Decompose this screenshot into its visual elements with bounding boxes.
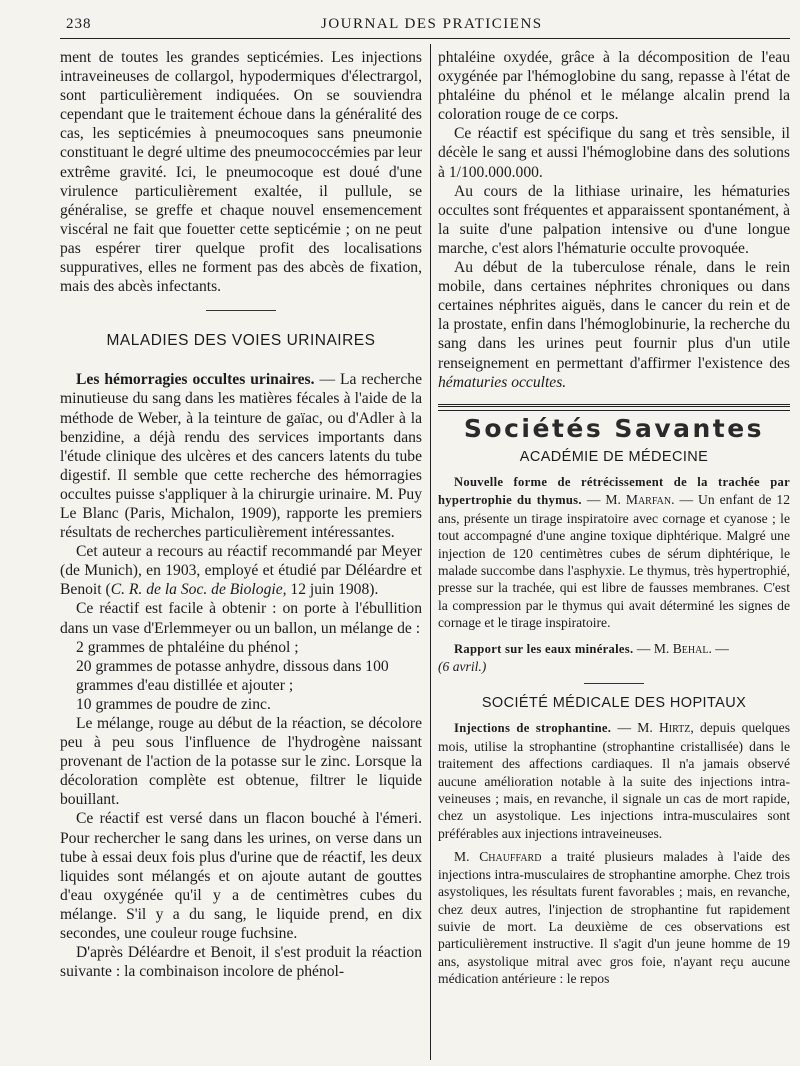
banner-rule: [438, 404, 790, 411]
page-number: 238: [66, 16, 92, 32]
right-paragraph-3: Au cours de la lithiase urinaire, les hématuries occultes sont fréquentes et apparaissent spontanément, à la suite d'une palpation intensive ou d'une longue marche, c'est alors l'hématurie occulte provoquée.: [438, 182, 790, 257]
article-marfan: Nouvelle forme de rétrécissement de la trachée par hypertrophie du thymus. — M. Marfan. — Un enfant de 12 ans, présente un tirage inspiratoire avec cornage et cyanose ; le tout accompagné d'une angine toxique diphtérique. Malgré une injection de 120 centimètres cubes de sérum diphtérique, le malade succombe dans l'asphyxie. Le thymus, très hypertrophié, presse sur la trachée, qui est libre de fausses membranes. C'est la compression par le thymus qui avait déterminé les signes de cornage et le tirage inspiratoire.: [438, 474, 790, 631]
right-paragraph-1: phtaléine oxydée, grâce à la décomposition de l'eau oxygénée par l'hémoglobine du sang, repasse à l'état de phtaléine du phénol et le mélange alcalin prend la coloration rouge de ce corps.: [438, 49, 790, 124]
article-chauffard: M. Chauffard a traité plusieurs malades à l'aide des injections intra-musculaires de strophantine amorphe. Chez trois asystoliques, les résultats furent favorables ; mais, en revanche, chez deux autres, l'injection de strophantine fut rapidement suivie de mort. La deuxième de ces observations est particulièrement instructive. Il s'agit d'un jeune homme de 19 ans, asystolique mitral avec gros foie, n'ayant reçu aucune médication antérieure : le repos: [438, 849, 790, 987]
left-paragraph-4: Ce réactif est facile à obtenir : on porte à l'ébullition dans un vase d'Erlemmeyer ou un ballon, un mélange de :: [60, 600, 422, 637]
hopitaux-title: SOCIÉTÉ MÉDICALE DES HOPITAUX: [481, 695, 747, 712]
section-separator: [206, 310, 276, 311]
list-item: 2 grammes de phtaléine du phénol ;: [76, 638, 299, 656]
societes-savantes-banner: Sociétés Savantes: [463, 413, 765, 443]
right-paragraph-4: Au début de la tuberculose rénale, dans le rein mobile, dans certaines néphrites chroniques ou dans certaines néphrites aiguës, dans le cancer du rein et de la prostate, enfin dans l'hémoglobinurie, la recherche du sang dans les urines peut fournir plus d'un utile renseignement en permettant d'affirmer l'existence des hématuries occultes.: [438, 259, 790, 391]
article-hemorragies: [60, 370, 422, 542]
list-item: 10 grammes de poudre de zinc.: [76, 695, 271, 713]
list-item: 20 grammes de potasse anhydre, dissous dans 100 grammes d'eau distillée et ajouter ;: [76, 657, 389, 694]
left-column: [60, 48, 422, 1058]
article-date: (6 avril.): [438, 658, 487, 674]
header-rule: [60, 38, 790, 39]
left-paragraph-3: Cet auteur a recours au réactif recommandé par Meyer (de Munich), en 1903, employé et étudié par Déléardre et Benoit (C. R. de la Soc. de Biologie, 12 juin 1908).: [60, 543, 422, 599]
column-divider: [430, 44, 431, 1060]
article-title: Les hémorragies occultes urinaires.: [76, 371, 315, 389]
journal-title: JOURNAL DES PRATICIENS: [321, 16, 543, 32]
left-paragraph-5: Le mélange, rouge au début de la réaction, se décolore peu à peu sous l'influence de l'hydrogène naissant provenant de l'action de la potasse sur le zinc. Lorsque la décoloration complète est obtenue, filtrer le liquide bouillant.: [60, 715, 422, 809]
left-paragraph-1: ment de toutes les grandes septicémies. Les injections intraveineuses de collargol, hypodermiques d'électrargol, sont particulièrement indiquées. On se souviendra cependant que le traitement échoue dans la généralité des cas, les septicémies à pneumocoques sans pneumonie constituant le degré ultime des pneumococcémies par leur extrême gravité. Ici, le pneumocoque est doué d'une virulence particulièrement exaltée, il pullule, se généralise, se greffe et chaque nouvel ensemencement viscéral ne fait que fouetter cette septicémie ; on ne peut pas espérer tirer quelque profit des localisations suppuratives, elles ne forment pas des abcès de fixation, mais des abcès infectants.: [60, 49, 422, 296]
citation: C. R. de la Soc. de Biologie,: [110, 581, 287, 599]
right-paragraph-2: Ce réactif est spécifique du sang et très sensible, il décèle le sang et aussi l'hémoglobine dans des solutions à 1/100.000.000.: [438, 125, 790, 181]
article-behal: Rapport sur les eaux minérales. — M. Behal. —: [454, 640, 729, 656]
section-title: MALADIES DES VOIES URINAIRES: [106, 332, 376, 350]
academie-title: ACADÉMIE DE MÉDECINE: [519, 448, 709, 465]
article-hirtz: Injections de strophantine. — M. Hirtz, depuis quelques mois, utilise la strophantine (strophantine cristallisée) dans le traitement des affections cardiaques. Il n'a jamais observé aucune amélioration notable à la suite des injections intra-veineuses ; mais, en revanche, il signale un cas de mort rapide, chez un asystolique. Les injections intra-musculaires sont préférables aux injections intraveineuses.: [438, 720, 790, 841]
left-paragraph-7: D'après Déléardre et Benoit, il s'est produit la réaction suivante : la combinaison incolore de phénol-: [60, 944, 422, 981]
page-header: [66, 14, 790, 38]
right-column: [438, 48, 790, 1058]
section-separator: [584, 683, 644, 684]
article-body: — La recherche minutieuse du sang dans les matières fécales à l'aide de la méthode de Weber, à la teinture de gaïac, ou d'Adler à la benzidine, a déjà rendu des services importants dans l'étude clinique des ulcères et des cancers latents du tube digestif. Il semble que cette recherche des hémorragies occultes puisse s'appliquer à la chirurgie urinaire. M. Puy Le Blanc (Paris, Michalon, 1909), rapporte les premiers résultats de recherches particulièrement intéressantes.: [60, 371, 422, 542]
left-paragraph-6: Ce réactif est versé dans un flacon bouché à l'émeri. Pour rechercher le sang dans les urines, on verse dans un tube à essai deux fois plus d'urine que de réactif, les deux liquides sont mélangés et on ajoute autant de gouttes d'eau oxygénée qu'il y a de centimètres cubes du mélange. S'il y a du sang, le liquide prend, en dix secondes, une couleur rouge fuchsine.: [60, 810, 422, 943]
